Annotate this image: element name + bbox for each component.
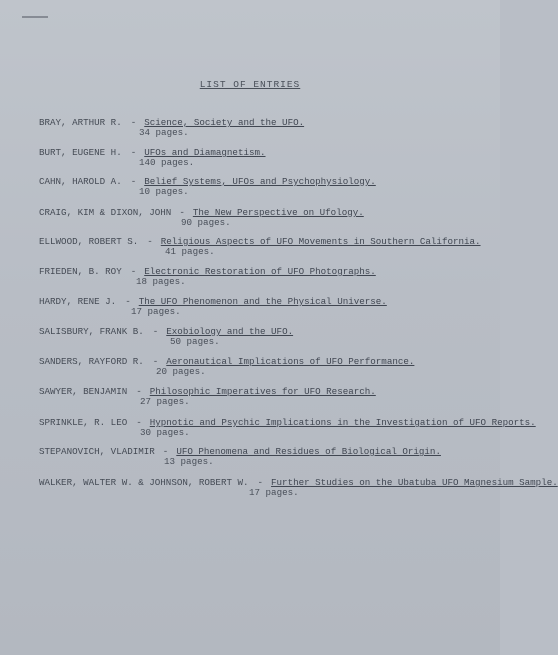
- entry-author: ELLWOOD, ROBERT S.: [39, 236, 139, 247]
- list-item: SPRINKLE, R. LEO - Hypnotic and Psychic Implications in the Investigation of UFO Reports. 30 pages.: [39, 417, 536, 438]
- entry-title: Exobiology and the UFO.: [166, 326, 294, 337]
- list-item: BRAY, ARTHUR R. - Science, Society and the UFO. 34 pages.: [39, 118, 500, 138]
- entry-author: STEPANOVICH, VLADIMIR: [39, 446, 155, 457]
- entry-title: Philosophic Imperatives for UFO Research.: [149, 386, 376, 397]
- entry-pages: 17 pages.: [131, 306, 181, 317]
- entry-title: Aeronautical Implications of UFO Performance.: [166, 356, 415, 367]
- entry-author: SANDERS, RAYFORD R.: [39, 356, 144, 367]
- entry-author: BURT, EUGENE H.: [39, 147, 122, 158]
- entry-author: WALKER, WALTER W. & JOHNSON, ROBERT W.: [39, 477, 249, 488]
- list-item: BURT, EUGENE H. - UFOs and Diamagnetism. 140 pages.: [39, 148, 500, 168]
- entry-author: CRAIG, KIM & DIXON, JOHN: [39, 207, 172, 218]
- entry-title: Electronic Restoration of UFO Photographs.: [144, 266, 376, 277]
- entry-title: The New Perspective on Ufology.: [192, 207, 364, 218]
- list-item: HARDY, RENE J. - The UFO Phenomenon and the Physical Universe. 17 pages.: [39, 297, 500, 317]
- corner-mark: [22, 16, 48, 18]
- entry-pages: 18 pages.: [136, 276, 186, 287]
- list-item: WALKER, WALTER W. & JOHNSON, ROBERT W. - Further Studies on the Ubatuba UFO Magnesium Sample. 17 pages.: [39, 477, 558, 498]
- entry-pages: 41 pages.: [165, 246, 215, 257]
- entry-author: BRAY, ARTHUR R.: [39, 117, 122, 128]
- entry-title: UFO Phenomena and Residues of Biological Origin.: [176, 446, 441, 457]
- entry-title: Science, Society and the UFO.: [144, 117, 305, 128]
- list-item: CRAIG, KIM & DIXON, JOHN - The New Perspective on Ufology. 90 pages.: [39, 208, 500, 228]
- list-item: STEPANOVICH, VLADIMIR - UFO Phenomena and Residues of Biological Origin. 13 pages.: [39, 447, 500, 467]
- entry-pages: 17 pages.: [249, 487, 299, 498]
- page-title: LIST OF ENTRIES: [199, 79, 301, 90]
- entry-pages: 20 pages.: [156, 366, 206, 377]
- entry-pages: 140 pages.: [139, 157, 195, 168]
- entry-author: SAWYER, BENJAMIN: [39, 386, 128, 397]
- entry-title: Hypnotic and Psychic Implications in the Investigation of UFO Reports.: [149, 417, 536, 428]
- entry-title: The UFO Phenomenon and the Physical Universe.: [138, 296, 387, 307]
- list-item: ELLWOOD, ROBERT S. - Religious Aspects of UFO Movements in Southern California. 41 pages.: [39, 237, 500, 257]
- entry-title: UFOs and Diamagnetism.: [144, 147, 266, 158]
- list-item: FRIEDEN, B. ROY - Electronic Restoration of UFO Photographs. 18 pages.: [39, 267, 500, 287]
- entry-title: Further Studies on the Ubatuba UFO Magnesium Sample.: [271, 477, 558, 488]
- entry-author: FRIEDEN, B. ROY: [39, 266, 122, 277]
- list-item: SAWYER, BENJAMIN - Philosophic Imperatives for UFO Research. 27 pages.: [39, 387, 500, 407]
- entry-author: SALISBURY, FRANK B.: [39, 326, 144, 337]
- list-item: SALISBURY, FRANK B. - Exobiology and the UFO. 50 pages.: [39, 327, 500, 347]
- entry-author: CAHN, HAROLD A.: [39, 176, 122, 187]
- list-item: SANDERS, RAYFORD R. - Aeronautical Implications of UFO Performance. 20 pages.: [39, 357, 500, 377]
- entry-pages: 50 pages.: [170, 336, 220, 347]
- entry-title: Belief Systems, UFOs and Psychophysiology.: [144, 176, 376, 187]
- entry-pages: 27 pages.: [140, 396, 190, 407]
- entry-pages: 10 pages.: [139, 186, 189, 197]
- entry-pages: 34 pages.: [139, 127, 189, 138]
- entry-pages: 30 pages.: [140, 427, 190, 438]
- entry-title: Religious Aspects of UFO Movements in Southern California.: [160, 236, 481, 247]
- entry-pages: 13 pages.: [164, 456, 214, 467]
- list-item: CAHN, HAROLD A. - Belief Systems, UFOs and Psychophysiology. 10 pages.: [39, 177, 500, 197]
- entry-author: SPRINKLE, R. LEO: [39, 417, 128, 428]
- entry-author: HARDY, RENE J.: [39, 296, 117, 307]
- entry-pages: 90 pages.: [181, 217, 231, 228]
